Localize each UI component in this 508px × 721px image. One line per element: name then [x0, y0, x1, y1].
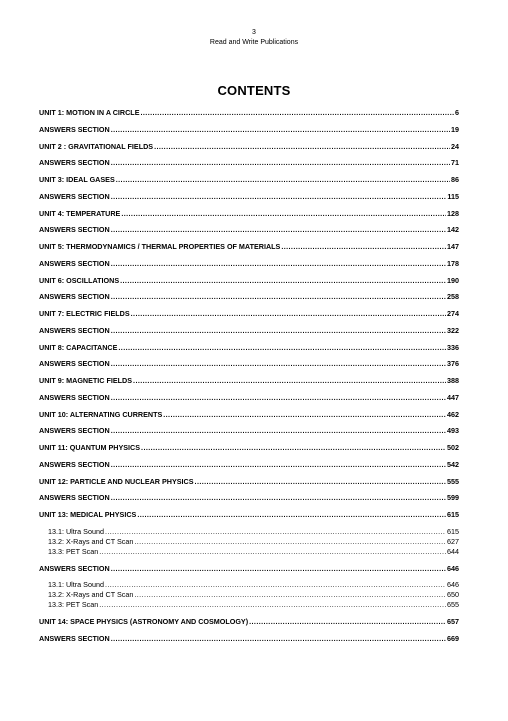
toc-entry[interactable]	[39, 242, 459, 252]
dot-leader	[111, 225, 446, 235]
toc-entry-label: UNIT 11: QUANTUM PHYSICS	[39, 443, 141, 452]
dot-leader	[118, 343, 446, 353]
toc-entry-label: ANSWERS SECTION	[39, 225, 110, 235]
toc-entry-page-number: 646	[447, 580, 459, 590]
toc-entry-page-number: 542	[447, 459, 459, 469]
toc-entry-page-number: 274	[447, 309, 459, 318]
toc-entry[interactable]	[39, 225, 459, 235]
toc-entry-label: ANSWERS SECTION	[39, 359, 110, 369]
toc-entry-label: ANSWERS SECTION	[39, 158, 110, 168]
toc-subentry[interactable]	[39, 527, 459, 537]
table-of-contents	[39, 108, 459, 651]
toc-entry-label: UNIT 4: TEMPERATURE	[39, 208, 121, 218]
dot-leader	[111, 564, 446, 574]
toc-entry-label: 13.3: PET Scan	[48, 546, 99, 556]
toc-subentry[interactable]	[39, 590, 459, 600]
toc-entry-page-number: 258	[447, 292, 459, 302]
dot-leader	[111, 192, 447, 202]
toc-entry-page-number: 655	[447, 600, 459, 610]
toc-entry-page-number: 178	[447, 258, 459, 268]
dot-leader	[105, 527, 446, 537]
toc-entry-page-number: 71	[451, 158, 459, 168]
dot-leader	[111, 493, 446, 503]
dot-leader	[163, 410, 446, 420]
toc-entry-label: ANSWERS SECTION	[39, 426, 110, 436]
toc-entry-label: 13.2: X-Rays and CT Scan	[48, 590, 134, 600]
dot-leader	[195, 477, 446, 487]
toc-entry-page-number: 24	[451, 141, 459, 151]
toc-entry-page-number: 336	[447, 342, 459, 352]
toc-entry-label: 13.1: Ultra Sound	[48, 580, 104, 590]
toc-entry-label: ANSWERS SECTION	[39, 258, 110, 268]
toc-entry[interactable]	[39, 276, 459, 286]
dot-leader	[154, 142, 450, 152]
toc-entry-label: ANSWERS SECTION	[39, 191, 110, 201]
toc-entry[interactable]	[39, 142, 459, 152]
toc-entry[interactable]	[39, 326, 459, 336]
toc-entry-label: UNIT 8: CAPACITANCE	[39, 342, 118, 352]
toc-entry-label: ANSWERS SECTION	[39, 292, 110, 302]
dot-leader	[111, 125, 450, 135]
toc-entry-label: UNIT 7: ELECTRIC FIELDS	[39, 309, 130, 318]
toc-entry-page-number: 190	[447, 275, 459, 285]
toc-entry[interactable]	[39, 634, 459, 644]
toc-entry-label: ANSWERS SECTION	[39, 325, 110, 335]
dot-leader	[141, 443, 446, 453]
toc-entry-label: 13.2: X-Rays and CT Scan	[48, 536, 134, 546]
toc-entry-label: UNIT 1: MOTION IN A CIRCLE	[39, 108, 140, 117]
toc-subentry[interactable]	[39, 537, 459, 547]
toc-subentry[interactable]	[39, 600, 459, 610]
toc-entry[interactable]	[39, 443, 459, 453]
toc-entry[interactable]	[39, 209, 459, 219]
toc-entry-page-number: 388	[447, 376, 459, 385]
toc-entry-page-number: 599	[447, 493, 459, 503]
toc-entry-page-number: 650	[447, 590, 459, 600]
dot-leader	[111, 259, 446, 269]
dot-leader	[111, 158, 450, 168]
toc-entry-label: ANSWERS SECTION	[39, 633, 110, 643]
toc-entry[interactable]	[39, 477, 459, 487]
toc-entry-label: UNIT 12: PARTICLE AND NUCLEAR PHYSICS	[39, 476, 194, 486]
dot-leader	[111, 460, 446, 470]
toc-subentry[interactable]	[39, 580, 459, 590]
dot-leader	[111, 292, 446, 302]
toc-entry-page-number: 147	[447, 242, 459, 251]
toc-entry-page-number: 19	[451, 124, 459, 134]
toc-entry-page-number: 462	[447, 409, 459, 419]
toc-entry-label: UNIT 2 : GRAVITATIONAL FIELDS	[39, 141, 154, 151]
toc-entry[interactable]	[39, 292, 459, 302]
dot-leader	[249, 617, 446, 627]
dot-leader	[134, 537, 446, 547]
toc-entry-page-number: 6	[455, 108, 459, 117]
dot-leader	[111, 359, 446, 369]
toc-entry[interactable]	[39, 460, 459, 470]
toc-entry[interactable]	[39, 175, 459, 185]
page-header	[0, 28, 508, 48]
toc-entry[interactable]	[39, 510, 459, 520]
toc-entry-page-number: 615	[447, 510, 459, 519]
toc-entry[interactable]	[39, 564, 459, 574]
dot-leader	[120, 276, 446, 286]
toc-entry[interactable]	[39, 259, 459, 269]
toc-entry-page-number: 322	[447, 325, 459, 335]
toc-entry-label: ANSWERS SECTION	[39, 563, 110, 573]
toc-entry[interactable]	[39, 192, 459, 202]
dot-leader	[111, 634, 446, 644]
toc-entry[interactable]	[39, 617, 459, 627]
toc-entry-page-number: 502	[447, 443, 459, 452]
toc-entry-label: UNIT 9: MAGNETIC FIELDS	[39, 376, 133, 385]
toc-entry-label: ANSWERS SECTION	[39, 392, 110, 402]
toc-entry[interactable]	[39, 125, 459, 135]
toc-entry-label: ANSWERS SECTION	[39, 493, 110, 503]
dot-leader	[111, 426, 446, 436]
toc-entry-page-number: 128	[447, 208, 459, 218]
toc-entry-page-number: 615	[447, 526, 459, 536]
toc-entry[interactable]	[39, 359, 459, 369]
toc-entry-label: UNIT 3: IDEAL GASES	[39, 175, 115, 184]
toc-entry-label: UNIT 6: OSCILLATIONS	[39, 275, 120, 285]
dot-leader	[99, 547, 446, 557]
toc-entry-label: ANSWERS SECTION	[39, 459, 110, 469]
page-number: 3	[252, 29, 256, 36]
toc-entry-page-number: 376	[447, 359, 459, 369]
toc-entry-page-number: 142	[447, 225, 459, 235]
toc-entry-page-number: 627	[447, 536, 459, 546]
toc-entry[interactable]	[39, 376, 459, 386]
toc-entry-page-number: 644	[447, 546, 459, 556]
dot-leader	[116, 175, 450, 185]
contents-title: CONTENTS	[217, 83, 291, 98]
toc-entry-page-number: 447	[447, 392, 459, 402]
toc-entry[interactable]	[39, 158, 459, 168]
toc-entry-page-number: 555	[447, 476, 459, 486]
publisher-name: Read and Write Publications	[209, 39, 299, 46]
toc-entry-page-number: 493	[447, 426, 459, 436]
toc-entry-label: 13.1: Ultra Sound	[48, 526, 104, 536]
dot-leader	[141, 108, 455, 118]
dot-leader	[281, 242, 446, 252]
dot-leader	[131, 309, 446, 319]
toc-entry[interactable]	[39, 343, 459, 353]
toc-entry[interactable]	[39, 410, 459, 420]
dot-leader	[133, 376, 446, 386]
toc-entry-page-number: 657	[447, 617, 459, 626]
toc-entry-page-number: 115	[447, 191, 459, 201]
toc-entry[interactable]	[39, 426, 459, 436]
dot-leader	[137, 510, 446, 520]
toc-entry-label: ANSWERS SECTION	[39, 124, 110, 134]
toc-entry-page-number: 669	[447, 633, 459, 643]
toc-entry-page-number: 646	[447, 563, 459, 573]
dot-leader	[111, 393, 446, 403]
toc-entry-page-number: 86	[451, 175, 459, 184]
dot-leader	[134, 590, 446, 600]
toc-entry-label: UNIT 10: ALTERNATING CURRENTS	[39, 409, 163, 419]
dot-leader	[105, 580, 446, 590]
toc-entry-label: UNIT 14: SPACE PHYSICS (ASTRONOMY AND COSMOLOGY)	[39, 617, 249, 626]
toc-entry[interactable]	[39, 393, 459, 403]
dot-leader	[111, 326, 446, 336]
toc-entry-label: UNIT 5: THERMODYNAMICS / THERMAL PROPERTIES OF MATERIALS	[39, 242, 281, 251]
dot-leader	[99, 600, 446, 610]
toc-entry[interactable]	[39, 309, 459, 319]
toc-entry[interactable]	[39, 108, 459, 118]
toc-entry-label: 13.3: PET Scan	[48, 600, 99, 610]
dot-leader	[121, 209, 446, 219]
toc-entry[interactable]	[39, 493, 459, 503]
toc-subentry[interactable]	[39, 547, 459, 557]
toc-entry-label: UNIT 13: MEDICAL PHYSICS	[39, 510, 137, 519]
